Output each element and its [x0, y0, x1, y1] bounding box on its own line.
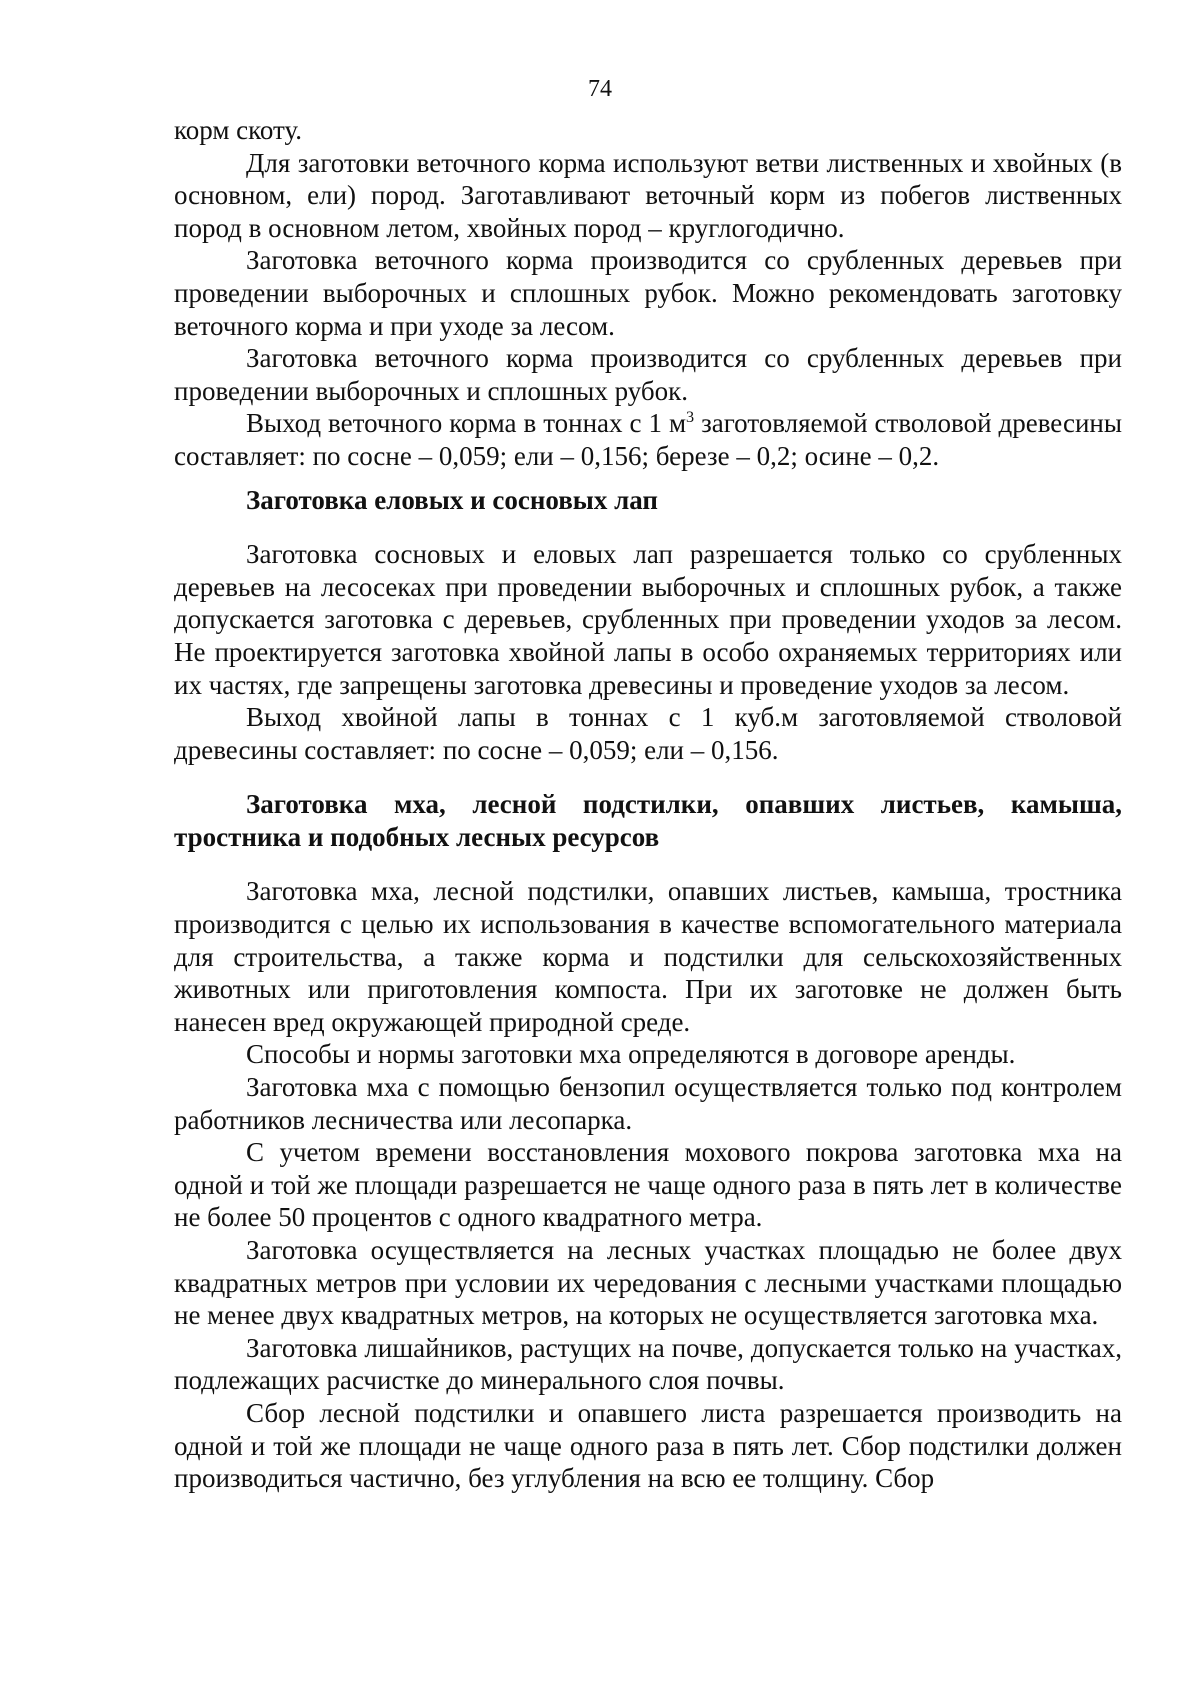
paragraph: Способы и нормы заготовки мха определяются в договоре аренды. — [246, 1039, 1016, 1070]
paragraph: Заготовка мха с помощью бензопил осуществляется только под контролем работников лесничества или лесопарка. — [174, 1072, 1122, 1135]
document-body — [174, 114, 1122, 1495]
section-heading: Заготовка еловых и сосновых лап — [246, 484, 658, 515]
paragraph: С учетом времени восстановления мохового покрова заготовка мха на одной и той же площади разрешается не чаще одного раза в пять лет в количестве не более 50 процентов с одного квадратного метра. — [174, 1137, 1122, 1233]
paragraph — [174, 407, 1122, 472]
paragraph: Сбор лесной подстилки и опавшего листа разрешается производить на одной и той же площади не чаще одного раза в пять лет. Сбор подстилки должен производиться частично, без углубления на всю ее толщину. Сбор — [174, 1397, 1122, 1494]
paragraph: Заготовка лишайников, растущих на почве, допускается только на участках, подлежащих расчистке до минерального слоя почвы. — [174, 1332, 1122, 1396]
paragraph: корм скоту. — [174, 115, 303, 145]
paragraph: Выход хвойной лапы в тоннах с 1 куб.м заготовляемой стволовой древесины составляет: по сосне – 0,059; ели – 0,156. — [174, 702, 1122, 765]
paragraph-text: заготовляемой стволовой древесины составляет: по сосне – 0,059; ели – 0,156; березе – 0,2; осине – 0,2. — [174, 408, 1122, 471]
paragraph: Заготовка веточного корма производится со срубленных деревьев при проведении выборочных и сплошных рубок. — [174, 343, 1122, 406]
paragraph: Заготовка осуществляется на лесных участках площадью не более двух квадратных метров при условии их чередования с лесными участками площадью не менее двух квадратных метров, на которых не осуществляется заготовка мха. — [174, 1235, 1122, 1331]
paragraph-text: Выход веточного корма в тоннах с 1 м — [246, 408, 687, 439]
paragraph: Заготовка мха, лесной подстилки, опавших листьев, камыша, тростника производится с целью их использования в качестве вспомогательного материала для строительства, а также корма и подстилки для сельскохозяйственных животных или приготовления компоста. При их заготовке не должен быть нанесен вред окружающей природной среде. — [174, 876, 1122, 1037]
paragraph: Заготовка сосновых и еловых лап разрешается только со срубленных деревьев на лесосеках при проведении выборочных и сплошных рубок, а также допускается заготовка с деревьев, срубленных при проведении уходов за лесом. Не проектируется заготовка хвойной лапы в особо охраняемых территориях или их частях, где запрещены заготовка древесины и проведение уходов за лесом. — [174, 539, 1122, 700]
paragraph: Заготовка веточного корма производится со срубленных деревьев при проведении выборочных и сплошных рубок. Можно рекомендовать заготовку веточного корма и при уходе за лесом. — [174, 245, 1122, 341]
page-number: 74 — [588, 76, 612, 102]
section-heading: Заготовка мха, лесной подстилки, опавших листьев, камыша, тростника и подобных лесных ресурсов — [174, 789, 1122, 852]
paragraph: Для заготовки веточного корма используют ветви лиственных и хвойных (в основном, ели) пород. Заготавливают веточный корм из побегов лиственных пород в основном летом, хвойных пород – круглогодично. — [174, 147, 1122, 243]
superscript: 3 — [686, 408, 695, 427]
